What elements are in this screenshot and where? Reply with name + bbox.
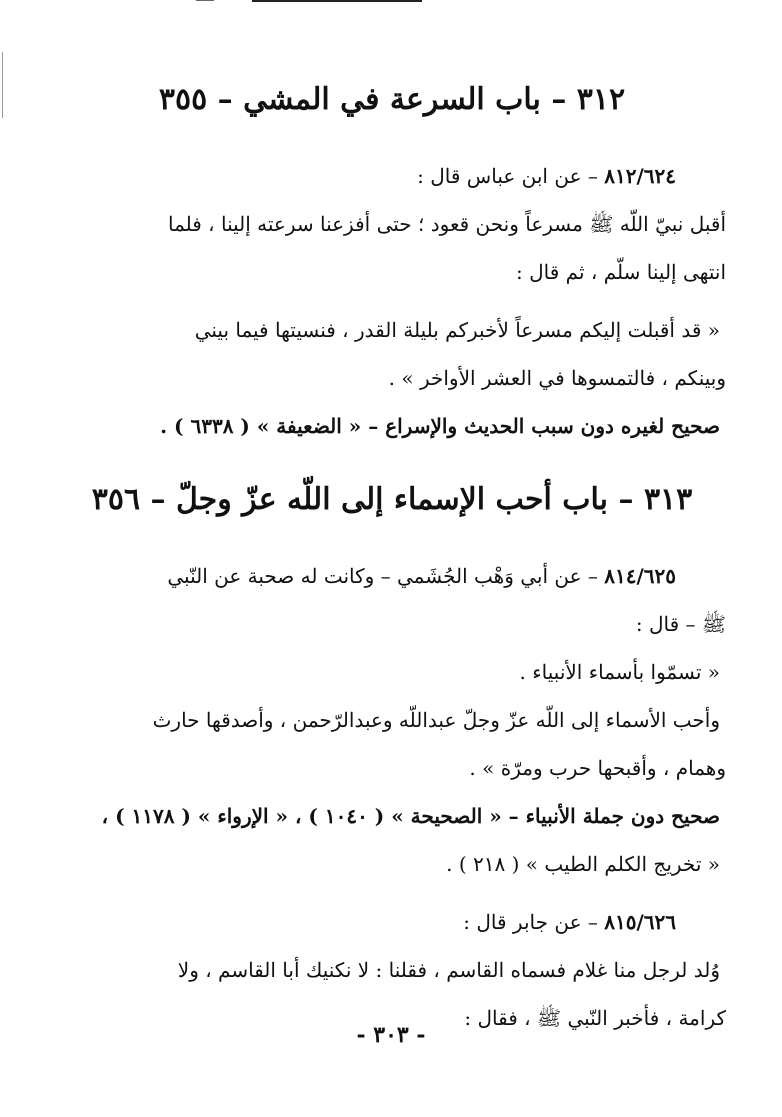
chapter-title: ٣١٣ – باب أحب الإسماء إلى اللّه عزّ وجلّ – ٣٥٦ (91, 482, 693, 517)
header-rule (252, 0, 422, 2)
chapter-title: ٣١٢ – باب السرعة في المشي – ٣٥٥ (158, 82, 626, 117)
hadith-number: ٨١٢/٦٢٤ (604, 164, 676, 188)
hadith-quote-line: وبينكم ، فالتمسوها في العشر الأواخر » . (388, 366, 726, 390)
hadith-grade-cont: « تخريج الكلم الطيب » ( ٢١٨ ) . (446, 852, 720, 876)
hadith-header (58, 152, 726, 200)
hadith-text-line: أقبل نبيّ اللّه ﷺ مسرعاً ونحن قعود ؛ حتى أفزعنا سرعته إلينا ، فلما (167, 212, 726, 236)
hadith-header (58, 552, 726, 600)
hadith-quote-line: « قد أقبلت إليكم مسرعاً لأخبركم بليلة القدر ، فنسيتها فيما بيني (194, 318, 720, 342)
hadith-intro: – عن أبي وَهْب الجُشَمي – وكانت له صحبة عن النّبي (167, 564, 598, 588)
hadith-text-line: انتهى إلينا سلّم ، ثم قال : (516, 260, 726, 284)
hadith-number: ٨١٤/٦٢٥ (604, 564, 676, 588)
scan-edge-mark (196, 0, 214, 1)
scan-margin-mark (2, 52, 3, 118)
hadith-intro: – عن جابر قال : (463, 910, 598, 934)
hadith-text-line: كرامة ، فأخبر النّبي ﷺ ، فقال : (464, 1006, 726, 1030)
hadith-grade: صحيح دون جملة الأنبياء – « الصحيحة » ( ١٠٤٠ ) ، « الإرواء » ( ١١٧٨ ) ، (101, 804, 720, 828)
hadith-intro: – عن ابن عباس قال : (417, 164, 598, 188)
hadith-intro-line: ﷺ – قال : (635, 612, 726, 636)
page-number: - ٣٠٣ - (356, 1022, 426, 1048)
hadith-quote-line: وأحب الأسماء إلى اللّه عزّ وجلّ عبداللّه وعبدالرّحمن ، وأصدقها حارث (152, 708, 720, 732)
hadith-quote-line: وهمام ، وأقبحها حرب ومرّة » . (469, 756, 726, 780)
hadith-quote-line: « تسمّوا بأسماء الأنبياء . (519, 660, 720, 684)
hadith-grade: صحيح لغيره دون سبب الحديث والإسراع – « الضعيفة » ( ٦٣٣٨ ) . (160, 414, 720, 438)
hadith-text-line: وُلد لرجل منا غلام فسماه القاسم ، فقلنا : لا نكنيك أبا القاسم ، ولا (177, 958, 720, 982)
hadith-number: ٨١٥/٦٢٦ (604, 910, 676, 934)
page-body (58, 60, 726, 1042)
hadith-header (58, 898, 726, 946)
